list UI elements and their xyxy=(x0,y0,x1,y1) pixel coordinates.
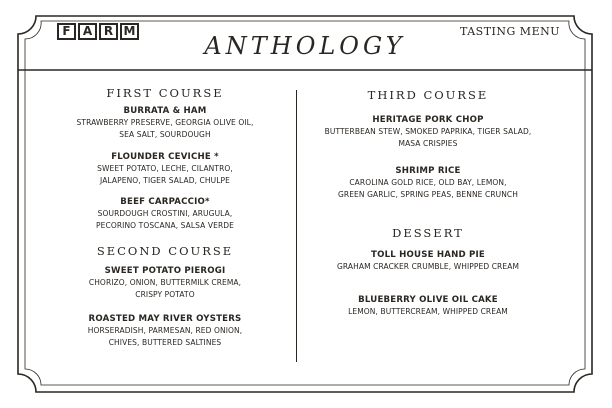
dish-description: GRAHAM CRACKER CRUMBLE, WHIPPED CREAM xyxy=(336,262,520,271)
dish-item xyxy=(302,295,554,318)
course-heading: SECOND COURSE xyxy=(96,244,234,258)
first-course-section xyxy=(39,86,291,100)
dish-description: LEMON, BUTTERCREAM, WHIPPED CREAM xyxy=(348,307,508,316)
dish-description: GREEN GARLIC, SPRING PEAS, BENNE CRUNCH xyxy=(337,189,519,199)
dish-item xyxy=(39,106,291,140)
dish-item xyxy=(39,152,291,186)
dish-name: HERITAGE PORK CHOP xyxy=(372,115,484,125)
dish-name: BURRATA & HAM xyxy=(123,106,207,116)
dish-description: SEA SALT, SOURDOUGH xyxy=(119,129,211,139)
dish-description: BUTTERBEAN STEW, SMOKED PAPRIKA, TIGER SALAD, xyxy=(324,127,532,136)
dish-description: CAROLINA GOLD RICE, OLD BAY, LEMON, xyxy=(349,178,507,187)
dish-name: SHRIMP RICE xyxy=(395,166,461,176)
course-heading: THIRD COURSE xyxy=(367,88,489,102)
column-divider xyxy=(296,90,297,362)
course-heading: FIRST COURSE xyxy=(106,86,224,100)
menu-header xyxy=(16,14,594,70)
dish-description: SOURDOUGH CROSTINI, ARUGULA, xyxy=(97,209,233,218)
dish-description: CHORIZO, ONION, BUTTERMILK CREMA, xyxy=(88,278,242,287)
dish-name: SWEET POTATO PIEROGI xyxy=(104,266,226,276)
dish-description: SWEET POTATO, LECHE, CILANTRO, xyxy=(97,164,233,173)
dish-description: PECORINO TOSCANA, SALSA VERDE xyxy=(96,220,234,230)
course-heading: DESSERT xyxy=(392,226,464,240)
logo-letter-f: F xyxy=(57,23,76,40)
dish-name: BLUEBERRY OLIVE OIL CAKE xyxy=(358,295,498,305)
dessert-section xyxy=(302,226,554,240)
dish-name: ROASTED MAY RIVER OYSTERS xyxy=(88,314,242,324)
third-course-section xyxy=(302,88,554,102)
dish-item xyxy=(39,266,291,300)
dish-description: HORSERADISH, PARMESAN, RED ONION, xyxy=(87,326,243,335)
dish-item xyxy=(302,250,554,273)
dish-description: MASA CRISPIES xyxy=(398,138,458,148)
menu-title: ANTHOLOGY xyxy=(204,32,406,60)
dish-description: CHIVES, BUTTERED SALTINES xyxy=(108,337,222,347)
menu-subtitle: TASTING MENU xyxy=(460,25,560,38)
dish-item xyxy=(302,115,554,149)
logo-letter-r: R xyxy=(99,23,118,40)
logo-letter-a: A xyxy=(78,23,97,40)
dish-item xyxy=(39,314,291,348)
dish-name: TOLL HOUSE HAND PIE xyxy=(371,250,485,260)
dish-description: CRISPY POTATO xyxy=(135,289,195,299)
dish-name: FLOUNDER CEVICHE * xyxy=(111,152,219,162)
dish-name: BEEF CARPACCIO* xyxy=(120,197,210,207)
dish-description: JALAPENO, TIGER SALAD, CHULPE xyxy=(100,175,230,185)
dish-item xyxy=(39,197,291,231)
logo-letter-m: M xyxy=(120,23,139,40)
dish-description: STRAWBERRY PRESERVE, GEORGIA OLIVE OIL, xyxy=(76,118,254,127)
dish-item xyxy=(302,166,554,200)
second-course-section xyxy=(39,244,291,258)
